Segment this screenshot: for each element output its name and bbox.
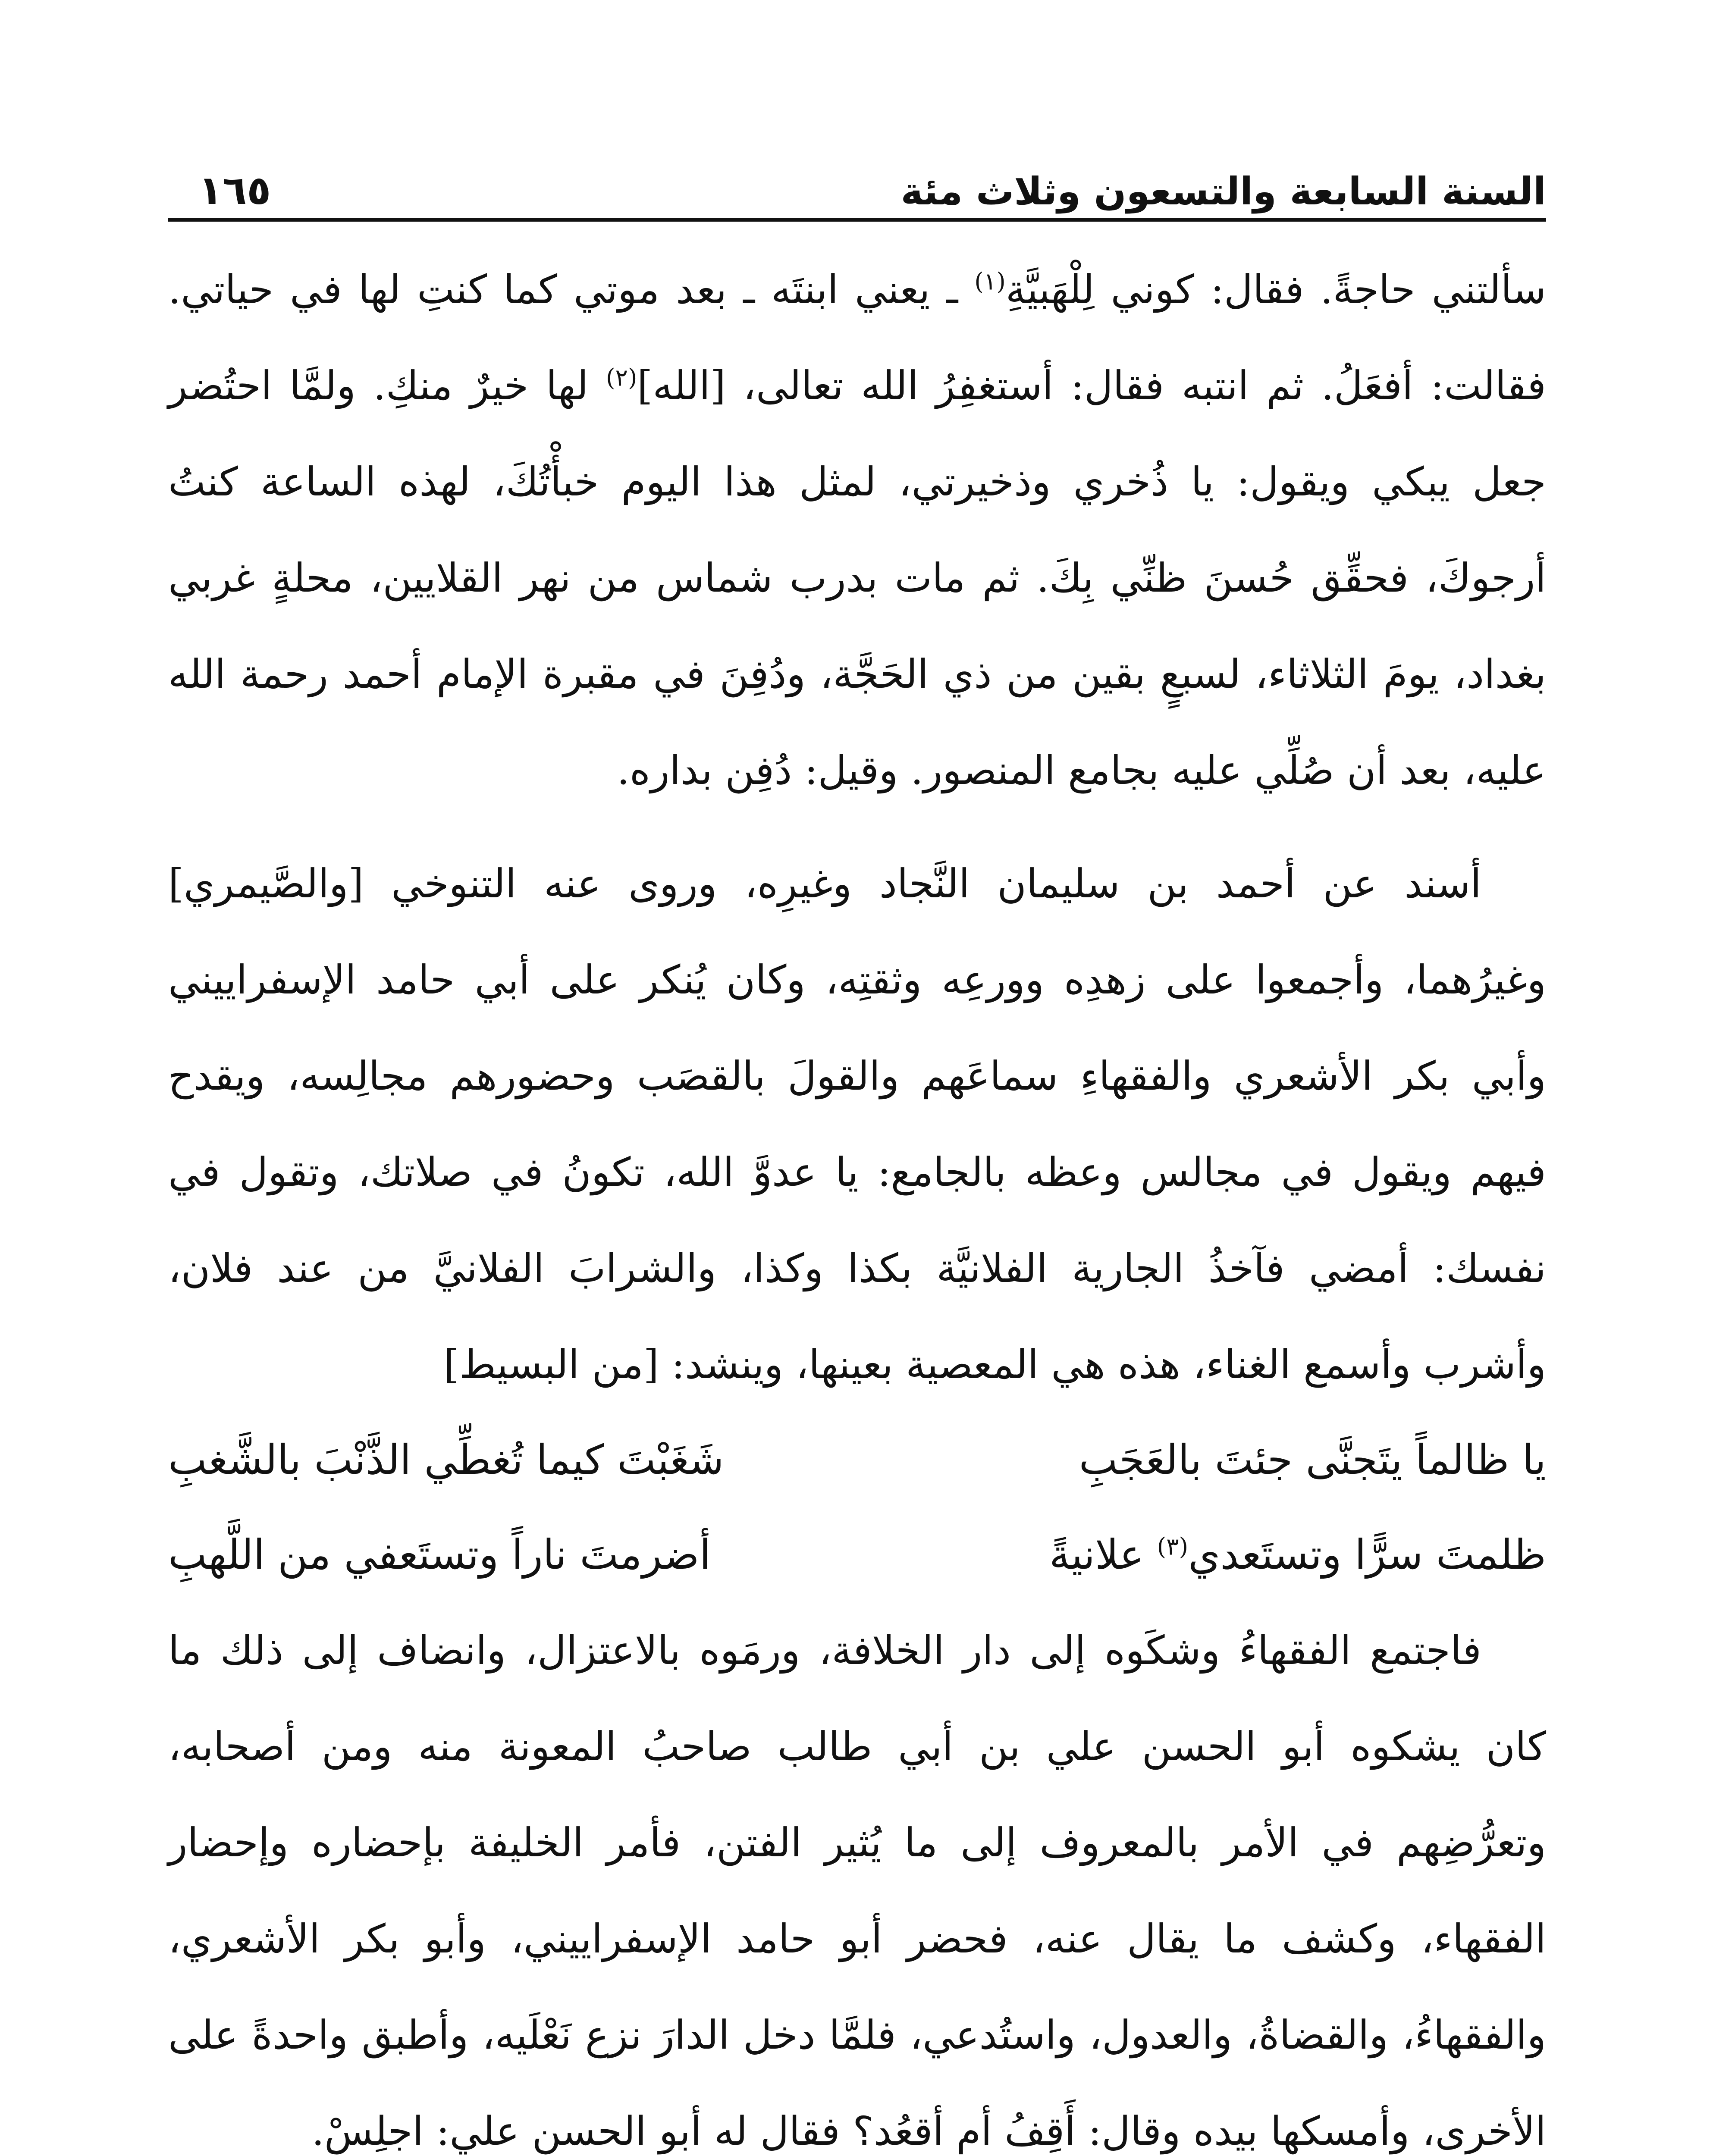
header-title: السنة السابعة والتسعون وثلاث مئة bbox=[900, 169, 1546, 213]
verse-2-first-hemistich-a: ظلمتَ سرًّا وتستَعدي bbox=[1188, 1531, 1546, 1579]
page-number: ١٦٥ bbox=[198, 167, 271, 213]
verse-2-first-hemistich bbox=[912, 1507, 1546, 1602]
paragraph-1 bbox=[168, 241, 1546, 818]
verse-1-second-hemistich: شَغَبْتَ كيما تُغطِّي الذَّنْبَ بالشَّغبِ bbox=[168, 1436, 724, 1484]
running-header bbox=[168, 129, 1546, 220]
verse-2-second-hemistich: أضرمتَ ناراً وتستَعفي من اللَّهبِ bbox=[168, 1531, 711, 1579]
verse-2-first-hemistich-b: علانيةً bbox=[1049, 1531, 1157, 1579]
poem bbox=[168, 1413, 1546, 1602]
footnote-ref-3: (٣) bbox=[1157, 1532, 1189, 1561]
paragraph-1-part-c: لها خيرٌ منكِ. ولمَّا احتُضر جعل يبكي ويقول: يا ذُخري وذخيرتي، لمثل هذا اليوم خبأْتُكَ، لهذه الساعة كنتُ أرجوكَ، فحقِّق حُسنَ ظنِّي بِكَ. ثم مات بدرب شماس من نهر القلايين، محلةٍ غربي بغداد، يومَ الثلاثاء، لسبعٍ بقين من ذي الحَجَّة، ودُفِنَ في مقبرة الإمام أحمد رحمة الله عليه، بعد أن صُلِّي عليه بجامع المنصور. وقيل: دُفِن بداره. bbox=[168, 363, 1546, 793]
main-text bbox=[168, 241, 1546, 2156]
paragraph-1-part-b: ـ يعني ابنتَه ـ بعد موتي كما كنتِ لها في حياتي. فقالت: أفعَلُ. ثم انتبه فقال: أستغفِرُ الله تعالى، [الله] bbox=[168, 266, 1546, 409]
verse-line-1 bbox=[168, 1413, 1546, 1507]
verse-1-first-hemistich: يا ظالماً يتَجنَّى جئتَ بالعَجَبِ bbox=[1079, 1436, 1546, 1484]
paragraph-2: أسند عن أحمد بن سليمان النَّجاد وغيرِه، وروى عنه التنوخي [والصَّيمري] وغيرُهما، وأجمعوا على زهدِه وورعِه وثقتِه، وكان يُنكر على أبي حامد الإسفراييني وأبي بكر الأشعري والفقهاءِ سماعَهم والقولَ بالقصَب وحضورهم مجالِسه، ويقدح فيهم ويقول في مجالس وعظه بالجامع: يا عدوَّ الله، تكونُ في صلاتك، وتقول في نفسك: أمضي فآخذُ الجارية الفلانيَّة بكذا وكذا، والشرابَ الفلانيَّ من عند فلان، وأشرب وأسمع الغناء، هذه هي المعصية بعينها، وينشد: [من البسيط] bbox=[168, 861, 1546, 1388]
paragraph-1-part-a: سألتني حاجةً. فقال: كوني لِلْهَبيَّةِ bbox=[1005, 266, 1546, 313]
verse-line-2 bbox=[168, 1507, 1546, 1602]
header-rule bbox=[168, 218, 1546, 222]
paragraph-3: فاجتمع الفقهاءُ وشكَوه إلى دار الخلافة، ورمَوه بالاعتزال، وانضاف إلى ذلك ما كان يشكوه أبو الحسن علي بن أبي طالب صاحبُ المعونة منه ومن أصحابه، وتعرُّضِهم في الأمر بالمعروف إلى ما يُثير الفتن، فأمر الخليفة بإحضاره وإحضار الفقهاء، وكشف ما يقال عنه، فحضر أبو حامد الإسفراييني، وأبو بكر الأشعري، والفقهاءُ، والقضاةُ، والعدول، واستُدعي، فلمَّا دخل الدارَ نزع نَعْلَيه، وأطبق واحدةً على الأخرى، وأمسكها بيده وقال: أَقِفُ أم أقعُد؟ فقال له أبو الحسن علي: اجلِسْ. bbox=[168, 1627, 1546, 2154]
footnote-ref-2: (٢) bbox=[606, 364, 637, 392]
footnote-ref-1: (١) bbox=[974, 267, 1006, 295]
